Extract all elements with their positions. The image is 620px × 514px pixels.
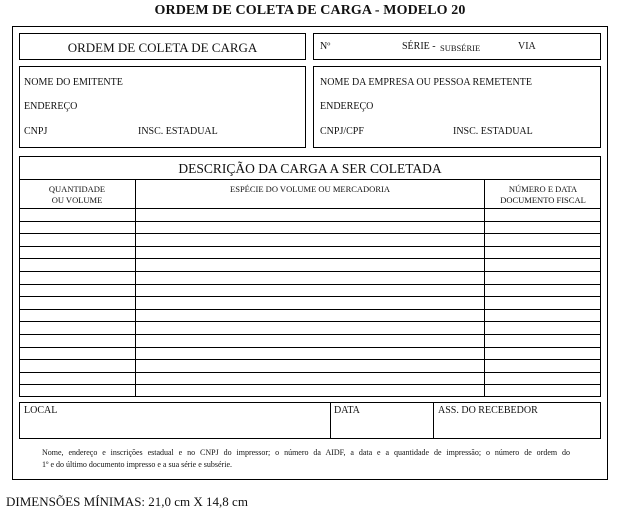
sender-box [313, 66, 601, 148]
table-row-line [19, 271, 601, 272]
col-header-species-text: ESPÉCIE DO VOLUME OU MERCADORIA [230, 184, 390, 194]
subserie-label: SUBSÉRIE [440, 43, 481, 53]
table-row-line [19, 284, 601, 285]
emitter-box [19, 66, 306, 148]
table-row-line [19, 221, 601, 222]
form-name: ORDEM DE COLETA DE CARGA [67, 40, 258, 55]
series-box [313, 33, 601, 60]
table-row-line [19, 334, 601, 335]
signature-box [19, 402, 601, 439]
sender-address-label: ENDEREÇO [320, 101, 374, 112]
table-row-line [19, 233, 601, 234]
col-header-fiscal-doc [485, 184, 601, 206]
emitter-name-label: NOME DO EMITENTE [24, 77, 123, 88]
table-row-line [19, 309, 601, 310]
local-label: LOCAL [24, 405, 58, 416]
form-name-box [19, 33, 306, 60]
number-label: Nº [320, 41, 331, 52]
sender-ie-label: INSC. ESTADUAL [453, 126, 533, 137]
col-header-quantity [19, 184, 135, 206]
table-row-line [19, 384, 601, 385]
col-divider-2 [484, 179, 485, 397]
date-label: DATA [334, 405, 360, 416]
table-row-line [19, 359, 601, 360]
table-row-line [19, 372, 601, 373]
sender-name-label: NOME DA EMPRESA OU PESSOA REMETENTE [320, 77, 532, 88]
emitter-ie-label: INSC. ESTADUAL [138, 126, 218, 137]
table-row-line [19, 321, 601, 322]
col-divider-1 [135, 179, 136, 397]
dimensions-note: DIMENSÕES MÍNIMAS: 21,0 cm X 14,8 cm [6, 494, 248, 509]
printer-note [42, 447, 570, 471]
table-row-line [19, 258, 601, 259]
printer-note-line-1: Nome, endereço e inscrições estadual e no CNPJ do impressor; o número da AIDF, a data e a quantidade de impressão; o número de ordem do [42, 448, 570, 457]
document-title: ORDEM DE COLETA DE CARGA - MODELO 20 [154, 3, 466, 18]
table-row-line [19, 296, 601, 297]
serie-label: SÉRIE - [402, 41, 436, 52]
sender-cnpj-label: CNPJ/CPF [320, 126, 364, 137]
col-header-fiscal-doc-text: NÚMERO E DATA DOCUMENTO FISCAL [500, 184, 586, 205]
cargo-section-title: DESCRIÇÃO DA CARGA A SER COLETADA [178, 161, 442, 176]
footer-divider-2 [433, 403, 434, 438]
printer-note-line-2: 1º e do último documento impresso e a sua série e subsérie. [42, 460, 232, 469]
via-label: VIA [518, 41, 536, 52]
table-row-line [19, 208, 601, 209]
table-row-line [19, 246, 601, 247]
table-row-line [19, 347, 601, 348]
footer-divider-1 [330, 403, 331, 438]
col-header-species [136, 184, 484, 195]
signature-label: ASS. DO RECEBEDOR [438, 405, 538, 416]
emitter-address-label: ENDEREÇO [24, 101, 78, 112]
cargo-title-divider [19, 179, 601, 180]
col-header-quantity-text: QUANTIDADE OU VOLUME [48, 184, 106, 205]
emitter-cnpj-label: CNPJ [24, 126, 48, 137]
